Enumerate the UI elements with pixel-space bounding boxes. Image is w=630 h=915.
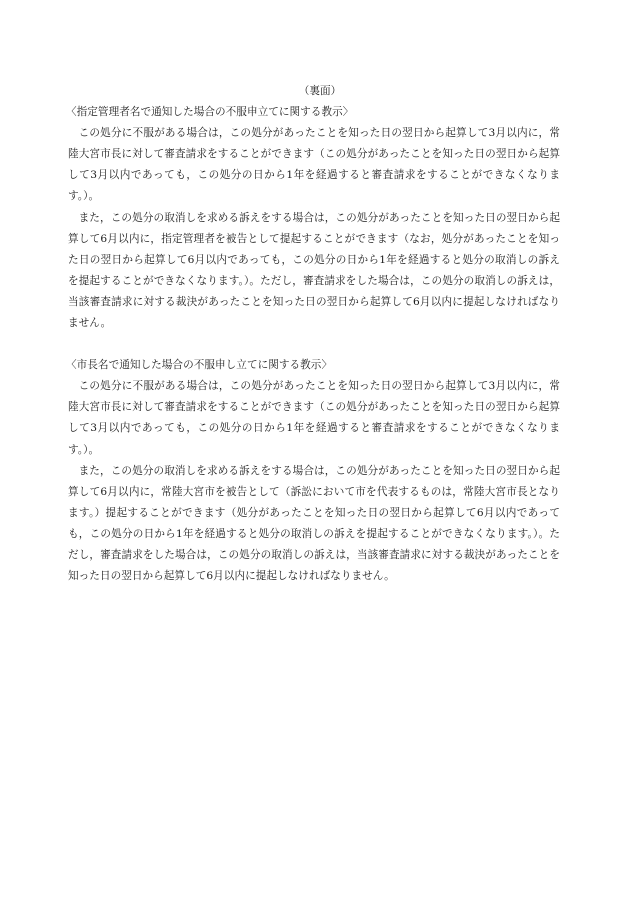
appeal-paragraph: この処分に不服がある場合は，この処分があったことを知った日の翌日から起算して3月以内に，常陸大宮市長に対して審査請求をすることができます（この処分があったことを知った日の翌日から起算して3月以内であっても，この処分の日から1年を経過すると審査請求をすることができなくなります。）。 [68,380,560,456]
back-side-label: （裏面） [298,85,342,97]
revocation-suit-paragraph: また，この処分の取消しを求める訴えをする場合は，この処分があったことを知った日の翌日から起算して6月以内に，常陸大宮市を被告として（訴訟において市を代表するものは，常陸大宮市長となります。）提起することができます（処分があったことを知った日の翌日から起算して6月以内であっても，この処分の日から1年を経過すると処分の取消しの訴えを提起することができなくなります。）。ただし，審査請求をした場合は，この処分の取消しの訴えは，当該審査請求に対する裁決があったことを知った日の翌日から起算して6月以内に提起しなければなりません。 [68,464,560,583]
section-heading-mayor: 〈市長名で通知した場合の不服申し立てに関する教示〉 [66,359,333,372]
revocation-suit-paragraph: また，この処分の取消しを求める訴えをする場合は，この処分があったことを知った日の翌日から起算して6月以内に，指定管理者を被告として提起することができます（なお，処分があったことを知った日の翌日から起算して6月以内であっても，この処分の日から1年を経過すると処分の取消しの訴えを提起することができなくなります。）。ただし，審査請求をした場合は，この処分の取消しの訴えは，当該審査請求に対する裁決があったことを知った日の翌日から起算して6月以内に提起しなければなりません。 [68,211,560,330]
document-page [68,81,560,587]
section-spacer [68,334,560,355]
appeal-paragraph: この処分に不服がある場合は，この処分があったことを知った日の翌日から起算して3月以内に，常陸大宮市長に対して審査請求をすることができます（この処分があったことを知った日の翌日から起算して3月以内であっても，この処分の日から1年を経過すると審査請求をすることができなくなります。）。 [68,127,560,203]
section-heading-designated-manager: 〈指定管理者名で通知した場合の不服申立てに関する教示〉 [66,106,354,119]
